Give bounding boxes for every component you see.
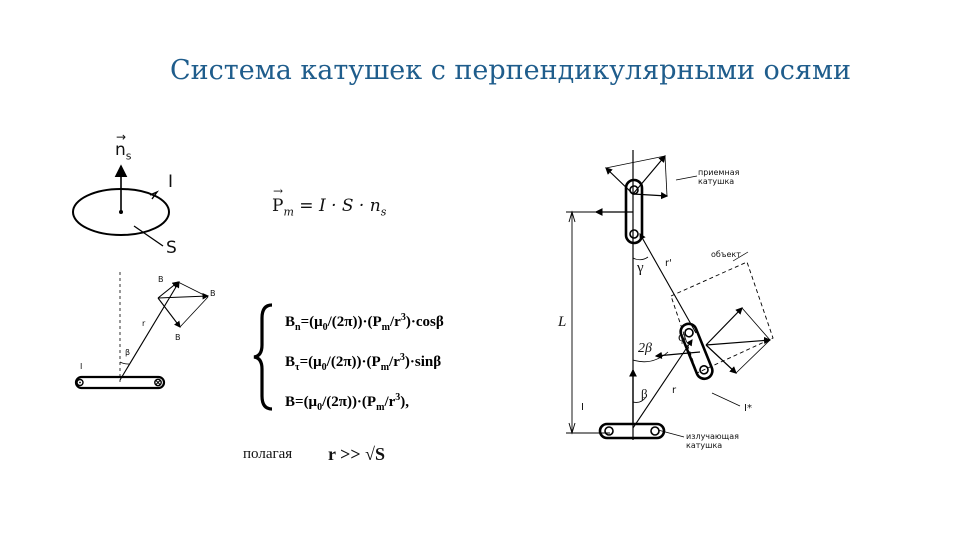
current-label: I bbox=[168, 172, 174, 192]
normal-vector-label: → $n_s$ bbox=[115, 130, 132, 163]
area-label: S bbox=[166, 238, 177, 258]
bn-small-label: B bbox=[158, 275, 164, 284]
object-label: объект bbox=[711, 250, 741, 259]
coil-loop-diagram bbox=[73, 166, 169, 246]
magnetic-moment-formula: → $P_m = I \cdot S \cdot n_s$ bbox=[272, 184, 387, 219]
equation-brace bbox=[254, 305, 272, 409]
i-label: I bbox=[581, 402, 584, 413]
bt-small-label: B bbox=[175, 333, 181, 342]
receiving-coil-label: приемная катушка bbox=[698, 168, 740, 186]
equation-b: $B=(\mu_0/(2\pi))\cdot(P_m/r^3)$, bbox=[285, 392, 410, 413]
coil-system-diagram bbox=[566, 150, 773, 440]
r-label: r bbox=[672, 385, 677, 396]
condition-word: полагая bbox=[243, 446, 293, 462]
two-beta-label: 2β bbox=[638, 341, 652, 356]
r-small-label: r bbox=[142, 319, 146, 328]
beta-small-label: β bbox=[125, 348, 131, 357]
phi-label: φ bbox=[678, 330, 687, 345]
beta-label: β bbox=[641, 386, 648, 401]
i-small-label: I bbox=[80, 362, 83, 371]
equation-bn: $B_n=(\mu_0/(2\pi))\cdot(P_m/r^3)\cdot\cos\beta$ bbox=[285, 312, 444, 333]
b-small-label: B bbox=[210, 289, 216, 298]
distance-l-label: L bbox=[558, 314, 567, 330]
field-components-diagram bbox=[76, 272, 208, 388]
radiating-coil-label: излучающая катушка bbox=[686, 432, 739, 450]
r-prime-label: r' bbox=[665, 258, 672, 269]
equation-bt: $B_\tau=(\mu_0/(2\pi))\cdot(P_m/r^3)\cdot\sin\beta$ bbox=[285, 352, 442, 373]
slide-title: Система катушек с перпендикулярными осями bbox=[170, 55, 851, 86]
condition-expression: r >> √S bbox=[328, 444, 386, 464]
gamma-label: γ bbox=[637, 260, 644, 276]
i-star-label: I* bbox=[744, 403, 752, 414]
